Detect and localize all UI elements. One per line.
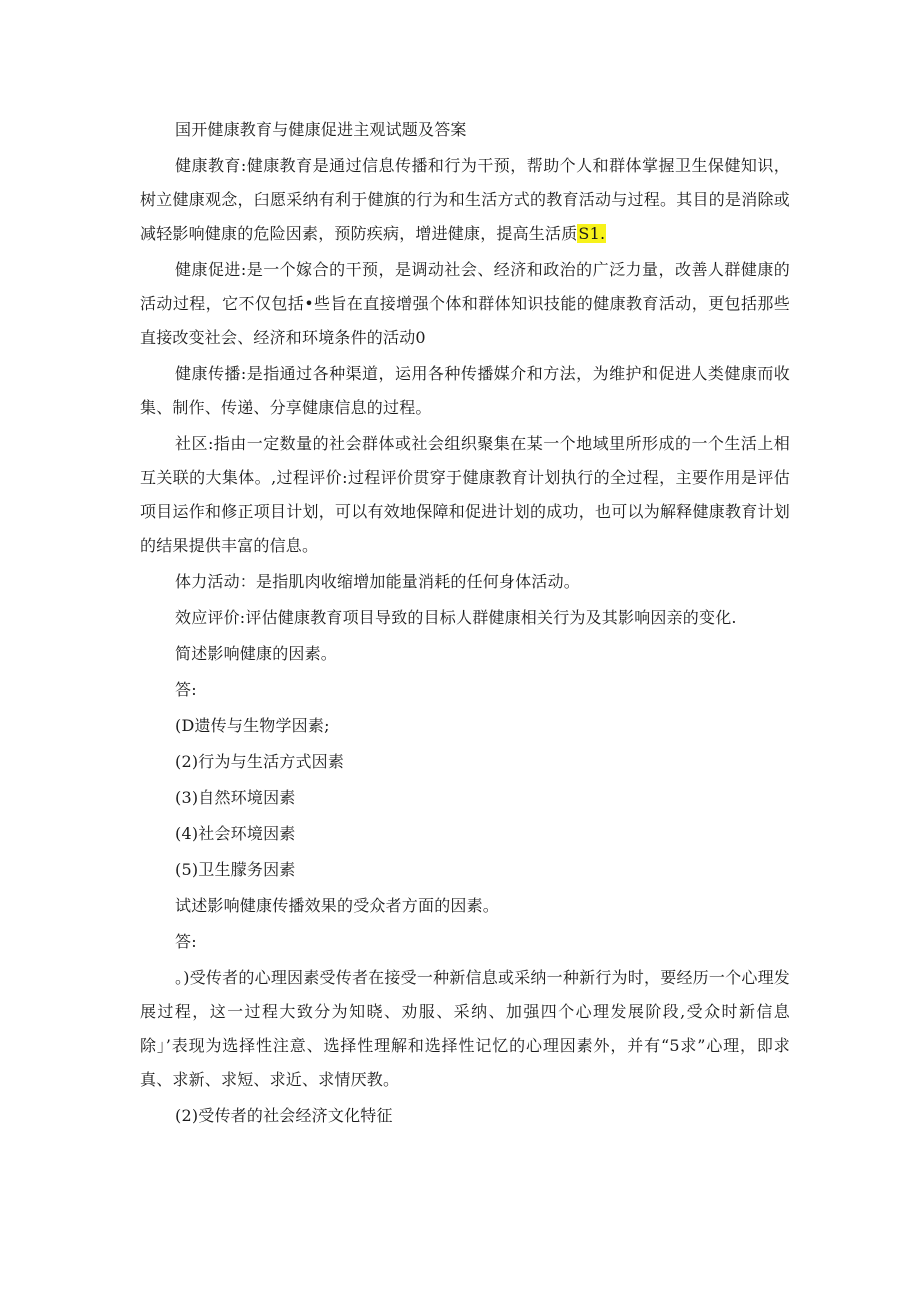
- paragraph-effect-evaluation: 效应评价:评估健康教育项目导致的目标人群健康相关行为及其影响因亲的变化.: [175, 608, 737, 627]
- paragraph-health-communication: 健康传播:是指通过各种渠道，运用各种传播媒介和方法，为维护和促进人类健康而收集、制作、传递、分享健康信息的过程。: [140, 364, 790, 417]
- document-title: 国开健康教育与健康促进主观试题及答案: [175, 120, 467, 139]
- paragraph-community: 社区:指由一定数量的社会群体或社会组织聚集在某一个地域里所形成的一个生活上相互关联的大集体。,过程评价:过程评价贯穿于健康教育计划执行的全过程，主要作用是评估项目运作和修正项目计划，可以有效地保障和促进计划的成功，也可以为解释健康教育计划的结果提供丰富的信息。: [140, 434, 790, 555]
- answer-1-item: (3)自然环境因素: [175, 788, 296, 807]
- answer-2-paragraph: (2)受传者的社会经济文化特征: [175, 1106, 393, 1125]
- paragraph-health-education: [140, 149, 790, 251]
- answer-1-item: (2)行为与生活方式因素: [175, 752, 345, 771]
- paragraph-health-promotion: 健康促进:是一个嫁合的干预，是调动社会、经济和政治的广泛力量，改善人群健康的活动过程，它不仅包括•些旨在直接增强个体和群体知识技能的健康教育活动，更包括那些直接改变社会、经济和环境条件的活动0: [140, 260, 790, 347]
- question-2: 试述影响健康传播效果的受众者方面的因素。: [175, 896, 500, 915]
- answer-1-item: (D遗传与生物学因素;: [175, 716, 330, 735]
- paragraph-physical-activity: 体力活动：是指肌肉收缩增加能量消耗的任何身体活动。: [175, 572, 581, 591]
- answer-2-paragraph: 。)受传者的心理因素受传者在接受一种新信息或采纳一种新行为时，要经历一个心理发展过程，这一过程大致分为知晓、劝服、采纳、加强四个心理发展阶段,受众时新信息除」’表现为选择性注意、选择性理解和选择性记忆的心理因素外，并有“5求”心理，即求真、求新、求短、求近、求情厌教。: [140, 968, 790, 1089]
- answer-1-label: 答:: [175, 680, 197, 699]
- answer-1-item: (4)社会环境因素: [175, 824, 296, 843]
- question-1: 简述影响健康的因素。: [175, 644, 338, 663]
- answer-2-label: 答:: [175, 932, 197, 951]
- highlighted-text: S1.: [578, 224, 606, 243]
- document-body: [140, 113, 790, 1135]
- answer-1-item: (5)卫生朦务因素: [175, 860, 296, 879]
- paragraph-text: 健康教育:健康教育是通过信息传播和行为干预，帮助个人和群体掌握卫生保健知识，树立健康观念，臼愿采纳有利于健旗的行为和生活方式的教育活动与过程。其目的是消除或减轻影响健康的危险因素，预防疾病，增进健康，提高生活质: [140, 156, 790, 243]
